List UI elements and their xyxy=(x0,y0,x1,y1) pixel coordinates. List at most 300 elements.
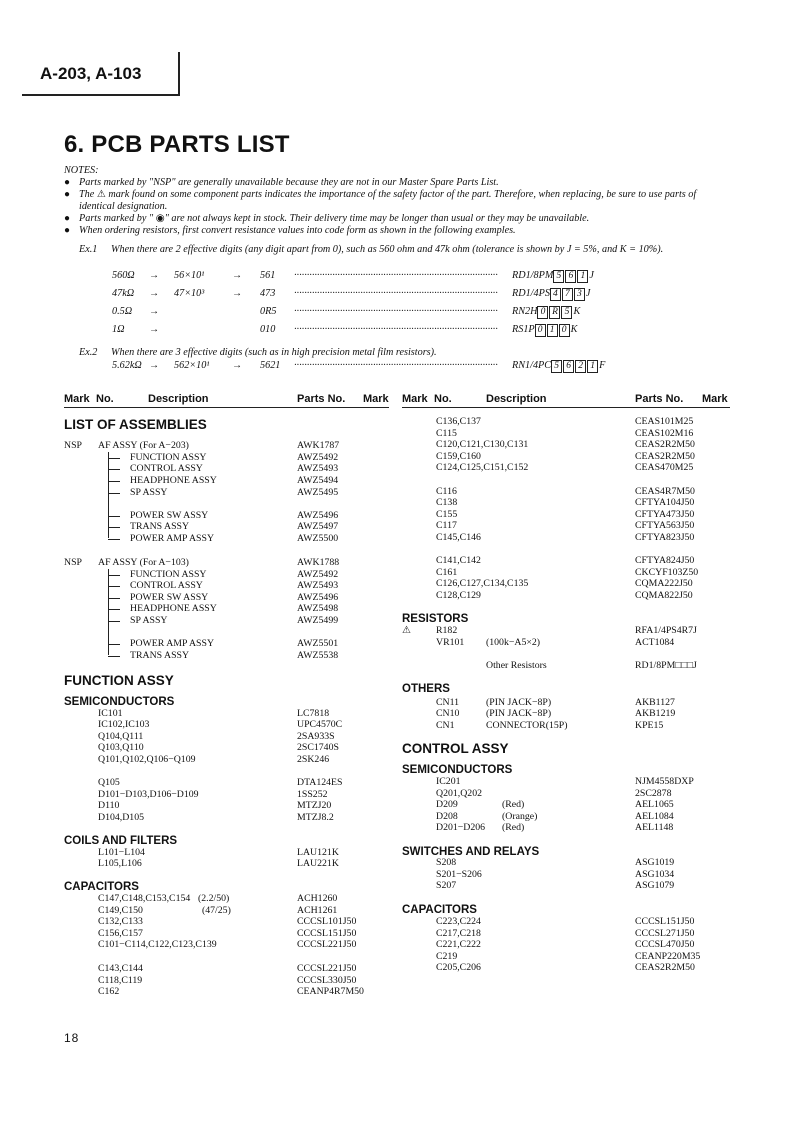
example-row xyxy=(112,360,752,372)
assy-tree-tick xyxy=(108,609,120,610)
row-description: (Red) xyxy=(502,822,525,833)
page-title: 6. PCB PARTS LIST xyxy=(64,131,290,158)
table-row xyxy=(402,439,732,451)
row-parts-no: AWZ5493 xyxy=(297,580,339,591)
row-description: CONTROL ASSY xyxy=(130,580,203,591)
row-parts-no: ASG1079 xyxy=(635,880,675,891)
table-row xyxy=(402,509,732,521)
table-row xyxy=(402,497,732,509)
table-row xyxy=(402,555,732,567)
row-no: C205,C206 xyxy=(436,962,481,973)
section-control-assy: CONTROL ASSY xyxy=(402,741,509,756)
row-description: HEADPHONE ASSY xyxy=(130,603,217,614)
table-row xyxy=(64,858,394,870)
row-parts-no: AEL1148 xyxy=(635,822,674,833)
row-parts-no: 2SK246 xyxy=(297,754,330,765)
example-row xyxy=(112,324,752,336)
row-no: Q104,Q111 xyxy=(98,731,144,742)
example-value: 47kΩ xyxy=(112,288,135,299)
row-no: C223,C224 xyxy=(436,916,481,927)
example-row xyxy=(112,270,752,282)
table-row xyxy=(402,811,732,823)
row-parts-no: NJM4558DXP xyxy=(635,776,694,787)
row-parts-no: AEL1084 xyxy=(635,811,674,822)
example-value: 5.62kΩ xyxy=(112,360,142,371)
row-parts-no: CCCSL271J50 xyxy=(635,928,695,939)
row-description: (2.2/50) xyxy=(198,893,230,904)
row-no: D209 xyxy=(436,799,458,810)
row-description: AF ASSY (For A−103) xyxy=(98,557,189,568)
example-code: 0R5 xyxy=(260,306,277,317)
row-parts-no: 2SA933S xyxy=(297,731,335,742)
row-parts-no: CCCSL330J50 xyxy=(297,975,357,986)
example-arrow1: → xyxy=(149,270,160,281)
row-no: D201−D206 xyxy=(436,822,486,833)
row-parts-no: CQMA222J50 xyxy=(635,578,693,589)
row-parts-no: CCCSL151J50 xyxy=(297,928,357,939)
code-digit-box: 0 xyxy=(559,324,570,337)
row-parts-no: CEAS2R2M50 xyxy=(635,962,695,973)
col-description: Description xyxy=(148,393,209,405)
example-row xyxy=(112,288,752,300)
row-parts-no: AKB1219 xyxy=(635,708,676,719)
row-parts-no: AWZ5492 xyxy=(297,569,339,580)
col-parts-no: Parts No. xyxy=(297,393,346,405)
table-row xyxy=(402,520,732,532)
row-no: C155 xyxy=(436,509,458,520)
row-parts-no: CEAS2R2M50 xyxy=(635,451,695,462)
table-row xyxy=(64,975,394,987)
row-no: C132,C133 xyxy=(98,916,143,927)
table-row xyxy=(64,916,394,928)
example-formula: 47×10³ xyxy=(174,288,205,299)
example-formula: 56×10¹ xyxy=(174,270,205,281)
col-mark: Mark xyxy=(402,393,428,405)
leader-dots: ················································································ xyxy=(294,360,498,371)
table-row xyxy=(64,708,394,720)
example-value: 0.5Ω xyxy=(112,306,133,317)
example-code: 5621 xyxy=(260,360,281,371)
table-row xyxy=(64,731,394,743)
row-parts-no: AWZ5499 xyxy=(297,615,339,626)
table-row xyxy=(402,962,732,974)
table-row xyxy=(402,708,732,720)
table-row xyxy=(402,880,732,892)
example-arrow2: → xyxy=(232,288,243,299)
example-value: 560Ω xyxy=(112,270,135,281)
row-parts-no: ACT1084 xyxy=(635,637,675,648)
example-2 xyxy=(79,347,729,359)
row-parts-no: CCCSL221J50 xyxy=(297,963,357,974)
table-row xyxy=(402,428,732,440)
row-parts-no: CCCSL151J50 xyxy=(635,916,695,927)
example-formula: 562×10¹ xyxy=(174,360,210,371)
example-arrow2: → xyxy=(232,360,243,371)
table-row xyxy=(64,928,394,940)
row-parts-no: CCCSL221J50 xyxy=(297,939,357,950)
row-parts-no: CFTYA104J50 xyxy=(635,497,695,508)
row-parts-no: DTA124ES xyxy=(297,777,343,788)
code-digit-box: 4 xyxy=(550,288,561,301)
table-row xyxy=(402,660,732,672)
code-digit-box: 6 xyxy=(563,360,574,373)
row-mark: NSP xyxy=(64,557,82,568)
table-row xyxy=(402,625,732,637)
row-parts-no: LAU221K xyxy=(297,858,339,869)
code-digit-box: 5 xyxy=(561,306,572,319)
row-no: C115 xyxy=(436,428,457,439)
row-parts-no: ASG1019 xyxy=(635,857,675,868)
table-row xyxy=(402,697,732,709)
row-no: C161 xyxy=(436,567,458,578)
row-no: C118,C119 xyxy=(98,975,143,986)
row-description: (47/25) xyxy=(202,905,231,916)
col-mark-right: Mark xyxy=(363,393,389,405)
notes-heading: NOTES: xyxy=(64,165,99,176)
table-row xyxy=(402,939,732,951)
row-mark: ⚠ xyxy=(402,625,411,636)
row-parts-no: AWZ5496 xyxy=(297,510,339,521)
row-no: C124,C125,C151,C152 xyxy=(436,462,529,473)
row-description: Other Resistors xyxy=(486,660,547,671)
table-row xyxy=(402,578,732,590)
row-description: POWER SW ASSY xyxy=(130,592,209,603)
row-no: C101−C114,C122,C123,C139 xyxy=(98,939,217,950)
row-no: Q201,Q202 xyxy=(436,788,482,799)
row-parts-no: CEAS2R2M50 xyxy=(635,439,695,450)
col-mark: Mark xyxy=(64,393,90,405)
subsection-coils-filters: COILS AND FILTERS xyxy=(64,835,178,847)
assy-tree-tick xyxy=(108,656,120,657)
row-no: D208 xyxy=(436,811,458,822)
code-digit-box: 7 xyxy=(562,288,573,301)
assy-tree-tick xyxy=(108,493,120,494)
row-no: C162 xyxy=(98,986,120,997)
row-parts-no: ACH1261 xyxy=(297,905,338,916)
assy-tree-tick xyxy=(108,516,120,517)
assy-tree-tick xyxy=(108,481,120,482)
code-digit-box: 2 xyxy=(575,360,586,373)
code-digit-box: 3 xyxy=(574,288,585,301)
code-digit-box: 0 xyxy=(537,306,548,319)
model-tag xyxy=(22,52,180,96)
example-code: 561 xyxy=(260,270,276,281)
leader-dots: ················································································ xyxy=(294,324,498,335)
row-parts-no: CEAS101M25 xyxy=(635,416,694,427)
row-no: L101−L104 xyxy=(98,847,145,858)
table-row xyxy=(64,789,394,801)
row-no: C221,C222 xyxy=(436,939,481,950)
row-parts-no: MTZJ20 xyxy=(297,800,332,811)
subsection-switches-relays: SWITCHES AND RELAYS xyxy=(402,846,540,858)
row-no: CN10 xyxy=(436,708,460,719)
row-parts-no: CQMA822J50 xyxy=(635,590,693,601)
table-row xyxy=(402,637,732,649)
table-row xyxy=(402,776,732,788)
assy-tree-tick xyxy=(108,527,120,528)
assy-tree-tick xyxy=(108,458,120,459)
row-parts-no: AWZ5497 xyxy=(297,521,339,532)
code-digit-box: 5 xyxy=(553,270,564,283)
example-1-text: When there are 2 effective digits (any digit apart from 0), such as 560 ohm and 47k ohm (tolerance is shown by J = 5%, and K = 10%). xyxy=(111,244,664,255)
code-digit-box: 5 xyxy=(551,360,562,373)
table-row xyxy=(64,754,394,766)
example-value: 1Ω xyxy=(112,324,125,335)
row-description: (Orange) xyxy=(502,811,538,822)
example-prefix: RD1/8PM 5 6 1 J xyxy=(512,270,594,281)
row-no: Q101,Q102,Q106−Q109 xyxy=(98,754,196,765)
row-parts-no: 2SC2878 xyxy=(635,788,672,799)
example-1 xyxy=(79,244,729,256)
assy-tree-tick xyxy=(108,598,120,599)
example-arrow2: → xyxy=(232,270,243,281)
row-description: CONNECTOR(15P) xyxy=(486,720,568,731)
row-description: POWER AMP ASSY xyxy=(130,638,215,649)
example-prefix: RD1/4PS 4 7 3 J xyxy=(512,288,591,299)
row-parts-no: AWZ5493 xyxy=(297,463,339,474)
row-no: S207 xyxy=(436,880,457,891)
row-no: C156,C157 xyxy=(98,928,143,939)
row-parts-no: CKCYF103Z50 xyxy=(635,567,699,578)
subsection-others: OTHERS xyxy=(402,683,450,695)
row-no: C145,C146 xyxy=(436,532,481,543)
row-no: C217,C218 xyxy=(436,928,481,939)
model-number: A-203, A-103 xyxy=(40,64,142,83)
code-digit-box: 0 xyxy=(535,324,546,337)
row-description: AF ASSY (For A−203) xyxy=(98,440,189,451)
row-parts-no: AWZ5501 xyxy=(297,638,339,649)
table-row xyxy=(64,939,394,951)
row-parts-no: ACH1260 xyxy=(297,893,338,904)
table-row xyxy=(64,847,394,859)
row-parts-no: CEANP220M35 xyxy=(635,951,701,962)
example-arrow1: → xyxy=(149,306,160,317)
table-row xyxy=(64,812,394,824)
table-row xyxy=(402,486,732,498)
row-description: (Red) xyxy=(502,799,525,810)
col-mark-right: Mark xyxy=(702,393,728,405)
row-parts-no: CFTYA473J50 xyxy=(635,509,695,520)
col-no: No. xyxy=(434,393,452,405)
row-parts-no: UPC4570C xyxy=(297,719,343,730)
row-no: C149,C150 xyxy=(98,905,143,916)
example-row xyxy=(112,306,752,318)
note-item: ● Parts marked by "NSP" are generally unavailable because they are not in our Master Spare Parts List. xyxy=(64,177,499,188)
row-description: (PIN JACK−8P) xyxy=(486,708,552,719)
example-prefix: RS1P 0 1 0 K xyxy=(512,324,578,335)
row-parts-no: MTZJ8.2 xyxy=(297,812,334,823)
assy-tree-tick xyxy=(108,469,120,470)
row-no: VR101 xyxy=(436,637,465,648)
table-row xyxy=(402,928,732,940)
table-row xyxy=(402,416,732,428)
row-parts-no: AWZ5492 xyxy=(297,452,339,463)
example-prefix: RN2H 0 R 5 K xyxy=(512,306,581,317)
table-row xyxy=(64,986,394,998)
row-no: S208 xyxy=(436,857,457,868)
row-description: TRANS ASSY xyxy=(130,650,190,661)
table-row xyxy=(402,532,732,544)
row-description: POWER AMP ASSY xyxy=(130,533,215,544)
code-digit-box: 1 xyxy=(577,270,588,283)
row-no: R182 xyxy=(436,625,458,636)
leader-dots: ················································································ xyxy=(294,306,498,317)
row-no: C147,C148,C153,C154 xyxy=(98,893,191,904)
table-row xyxy=(64,719,394,731)
note-item: ● The ⚠ mark found on some component parts indicates the importance of the safety factor of the part. Therefore, when replacing, be sure to use parts of identical designation. xyxy=(64,189,697,212)
code-digit-box: 1 xyxy=(587,360,598,373)
row-no: C128,C129 xyxy=(436,590,481,601)
example-code: 473 xyxy=(260,288,276,299)
subsection-semiconductors: SEMICONDUCTORS xyxy=(64,696,175,708)
example-arrow1: → xyxy=(149,288,160,299)
row-description: TRANS ASSY xyxy=(130,521,190,532)
row-parts-no: CEAS102M16 xyxy=(635,428,694,439)
row-parts-no: AKB1127 xyxy=(635,697,675,708)
table-row xyxy=(402,799,732,811)
column-header-right xyxy=(402,393,730,408)
column-header-left xyxy=(64,393,389,408)
example-2-label: Ex.2 xyxy=(79,347,98,358)
table-row xyxy=(64,777,394,789)
row-description: CONTROL ASSY xyxy=(130,463,203,474)
example-code: 010 xyxy=(260,324,276,335)
row-no: IC102,IC103 xyxy=(98,719,150,730)
row-description: HEADPHONE ASSY xyxy=(130,475,217,486)
subsection-resistors: RESISTORS xyxy=(402,613,469,625)
example-arrow1: → xyxy=(149,360,160,371)
col-description: Description xyxy=(486,393,547,405)
assy-tree-tick xyxy=(108,644,120,645)
col-no: No. xyxy=(96,393,114,405)
row-no: CN11 xyxy=(436,697,460,708)
note-item: ● Parts marked by " ◉" are not always kept in stock. Their delivery time may be longer than usual or they may be unavailable. xyxy=(64,213,590,224)
assy-tree-tick xyxy=(108,539,120,540)
row-parts-no: LAU121K xyxy=(297,847,339,858)
row-parts-no: AWZ5500 xyxy=(297,533,339,544)
notes-list xyxy=(64,177,734,237)
row-parts-no: RFA1/4PS4R7J xyxy=(635,625,697,636)
row-parts-no: AWZ5495 xyxy=(297,487,339,498)
example-arrow1: → xyxy=(149,324,160,335)
leader-dots: ················································································ xyxy=(294,288,498,299)
table-row xyxy=(64,742,394,754)
row-no: Q103,Q110 xyxy=(98,742,144,753)
code-digit-box: 6 xyxy=(565,270,576,283)
row-parts-no: CFTYA823J50 xyxy=(635,532,695,543)
row-description: SP ASSY xyxy=(130,615,168,626)
row-no: CN1 xyxy=(436,720,455,731)
row-no: Q105 xyxy=(98,777,120,788)
table-row xyxy=(64,800,394,812)
row-parts-no: AWZ5538 xyxy=(297,650,339,661)
row-parts-no: AWZ5496 xyxy=(297,592,339,603)
row-no: D101−D103,D106−D109 xyxy=(98,789,199,800)
row-mark: NSP xyxy=(64,440,82,451)
row-parts-no: CCCSL470J50 xyxy=(635,939,695,950)
row-description: FUNCTION ASSY xyxy=(130,452,207,463)
page-number: 18 xyxy=(64,1031,80,1045)
row-no: S201−S206 xyxy=(436,869,482,880)
row-description: SP ASSY xyxy=(130,487,168,498)
row-parts-no: LC7818 xyxy=(297,708,330,719)
row-no: C143,C144 xyxy=(98,963,143,974)
table-row xyxy=(402,567,732,579)
table-row xyxy=(402,462,732,474)
table-row xyxy=(402,869,732,881)
row-parts-no: AWK1788 xyxy=(297,557,340,568)
row-parts-no: AWZ5494 xyxy=(297,475,339,486)
assy-tree-tick xyxy=(108,621,120,622)
table-row xyxy=(402,590,732,602)
row-no: C126,C127,C134,C135 xyxy=(436,578,529,589)
row-no: D110 xyxy=(98,800,120,811)
row-parts-no: CFTYA563J50 xyxy=(635,520,695,531)
section-function-assy: FUNCTION ASSY xyxy=(64,673,174,688)
col-parts-no: Parts No. xyxy=(635,393,684,405)
row-no: C219 xyxy=(436,951,458,962)
row-description: FUNCTION ASSY xyxy=(130,569,207,580)
row-no: C159,C160 xyxy=(436,451,481,462)
row-no: C117 xyxy=(436,520,457,531)
row-parts-no: CEAS470M25 xyxy=(635,462,694,473)
example-prefix: RN1/4PC 5 6 2 1 F xyxy=(512,360,606,371)
subsection-capacitors: CAPACITORS xyxy=(64,881,139,893)
leader-dots: ················································································ xyxy=(294,270,498,281)
table-row xyxy=(64,963,394,975)
code-digit-box: 1 xyxy=(547,324,558,337)
table-row xyxy=(402,951,732,963)
row-parts-no: CFTYA824J50 xyxy=(635,555,695,566)
row-no: C136,C137 xyxy=(436,416,481,427)
row-parts-no: AWK1787 xyxy=(297,440,340,451)
table-row xyxy=(402,857,732,869)
row-parts-no: AEL1065 xyxy=(635,799,674,810)
row-no: C138 xyxy=(436,497,458,508)
row-no: C116 xyxy=(436,486,457,497)
table-row xyxy=(402,822,732,834)
row-parts-no: CCCSL101J50 xyxy=(297,916,357,927)
table-row xyxy=(402,451,732,463)
note-item: ● When ordering resistors, first convert resistance values into code form as shown in the following examples. xyxy=(64,225,516,236)
row-parts-no: RD1/8PM□□□J xyxy=(635,660,697,671)
example-2-text: When there are 3 effective digits (such as in high precision metal film resistors). xyxy=(111,347,437,358)
row-description: (100k−A5×2) xyxy=(486,637,541,648)
notes xyxy=(64,165,734,237)
table-row xyxy=(402,720,732,732)
row-no: L105,L106 xyxy=(98,858,142,869)
row-no: D104,D105 xyxy=(98,812,144,823)
row-no: C141,C142 xyxy=(436,555,481,566)
row-parts-no: 1SS252 xyxy=(297,789,328,800)
row-parts-no: AWZ5498 xyxy=(297,603,339,614)
subsection-semiconductors: SEMICONDUCTORS xyxy=(402,764,513,776)
row-no: C120,C121,C130,C131 xyxy=(436,439,529,450)
caution-icon: ⚠ xyxy=(96,189,106,200)
table-row xyxy=(64,440,394,452)
row-no: IC201 xyxy=(436,776,461,787)
table-row xyxy=(402,788,732,800)
row-parts-no: ASG1034 xyxy=(635,869,675,880)
subsection-capacitors: CAPACITORS xyxy=(402,904,477,916)
code-digit-box: R xyxy=(549,306,560,319)
assy-tree-tick xyxy=(108,575,120,576)
table-row xyxy=(64,905,394,917)
row-description: (PIN JACK−8P) xyxy=(486,697,552,708)
row-parts-no: CEAS4R7M50 xyxy=(635,486,695,497)
row-parts-no: 2SC1740S xyxy=(297,742,339,753)
table-row xyxy=(64,557,394,569)
